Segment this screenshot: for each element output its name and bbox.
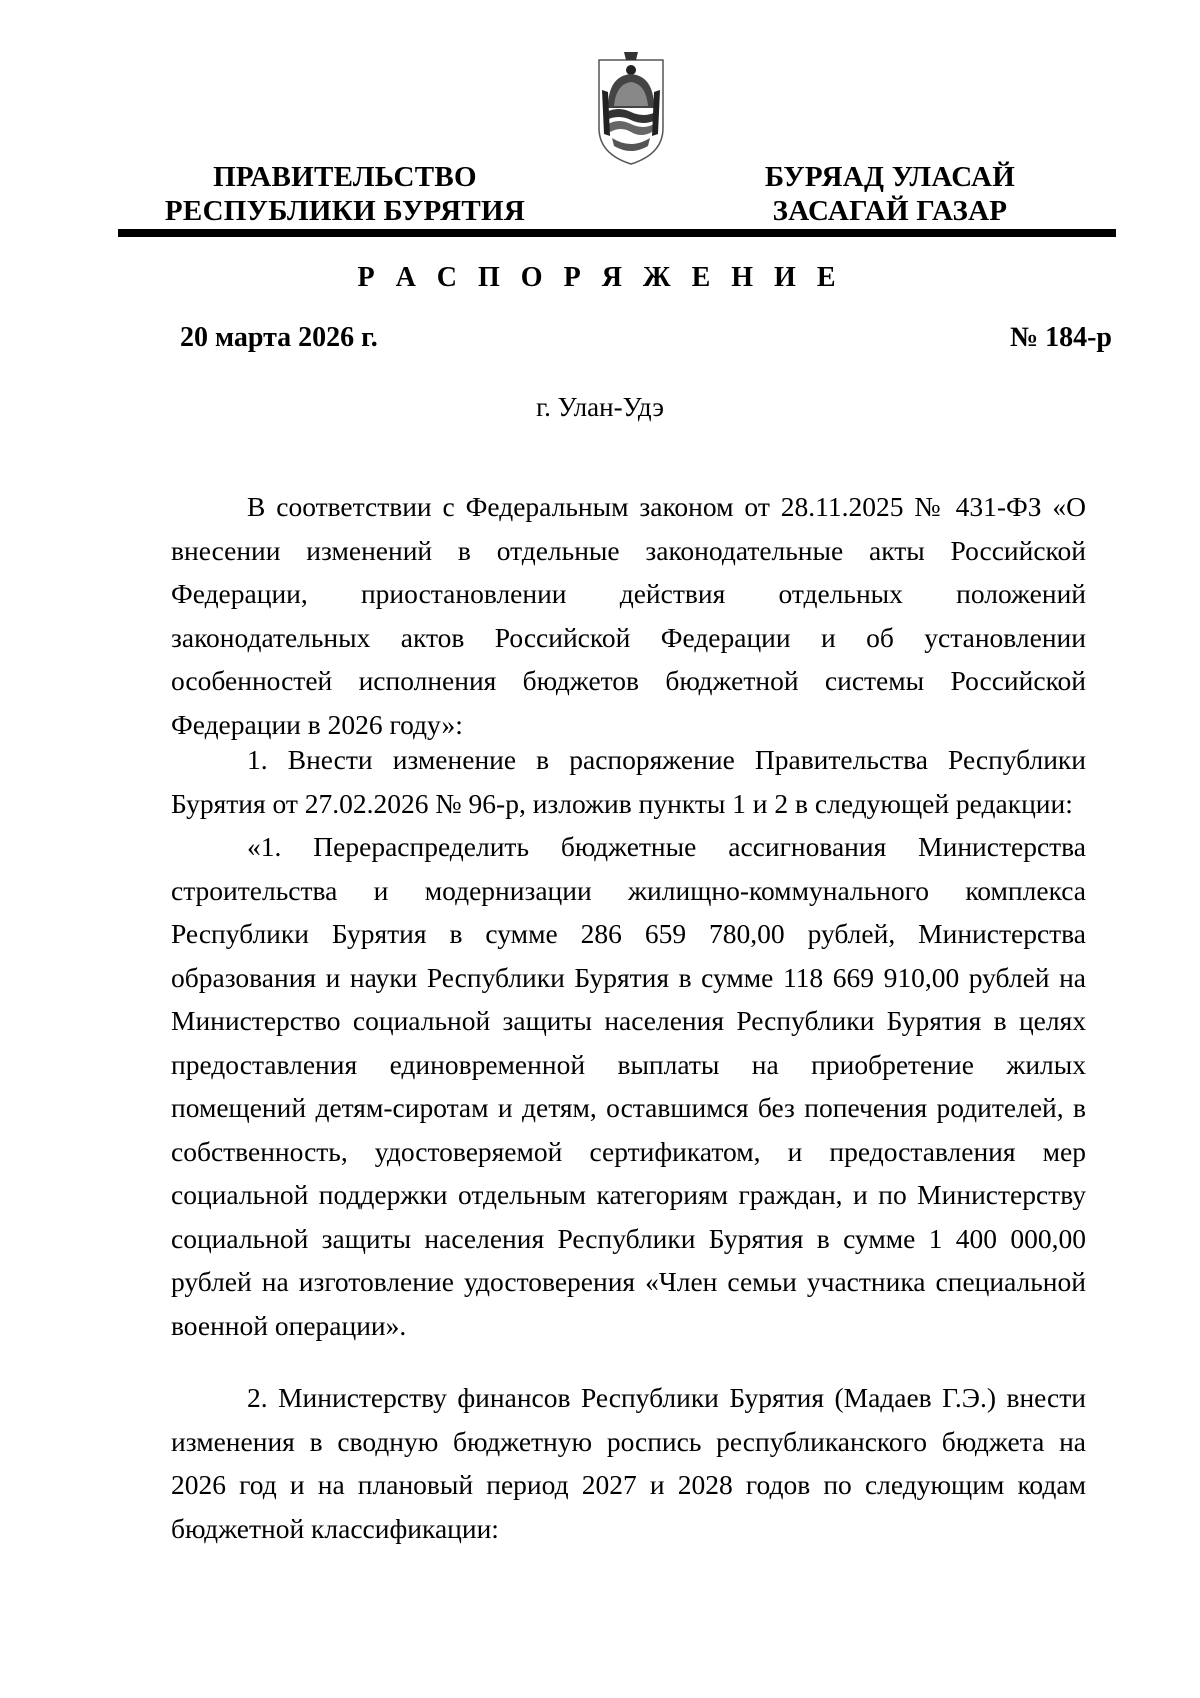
document-date: 20 марта 2026 г. xyxy=(180,322,378,353)
government-name-buryat xyxy=(740,160,1040,228)
government-name-russian xyxy=(150,160,540,228)
preamble-section xyxy=(171,485,1086,746)
coat-of-arms-icon xyxy=(594,50,668,168)
item-2-paragraph: 2. Министерству финансов Республики Бурятия (Мадаев Г.Э.) внести изменения в сводную бюджетную роспись республиканского бюджета на 2026 год и на плановый период 2027 и 2028 годов по следующим кодам бюджетной классификации: xyxy=(171,1382,1086,1544)
preamble-paragraph: В соответствии с Федеральным законом от 28.11.2025 № 431-ФЗ «О внесении изменений в отдельные законодательные акты Российской Федерации, приостановлении действия отдельных положений законодательных актов Российской Федерации и об установлении особенностей исполнения бюджетов бюджетной системы Российской Федерации в 2026 году»: xyxy=(171,491,1086,740)
government-name-buryat-line-1: БУРЯАД УЛАСАЙ xyxy=(764,161,1016,193)
header-divider xyxy=(118,229,1116,237)
document-city: г. Улан-Удэ xyxy=(536,392,664,422)
item-2-section xyxy=(171,1376,1086,1550)
item-1-section xyxy=(171,738,1086,1347)
item-1-paragraph: 1. Внести изменение в распоряжение Правительства Республики Бурятия от 27.02.2026 № 96-р, изложив пункты 1 и 2 в следующей редакции: xyxy=(171,744,1086,819)
government-name-line-1: ПРАВИТЕЛЬСТВО xyxy=(213,161,477,193)
item-1-quote-paragraph: «1. Перераспределить бюджетные ассигнования Министерства строительства и модернизации жилищно-коммунального комплекса Республики Бурятия в сумме 286 659 780,00 рублей, Министерства образования и науки Республики Бурятия в сумме 118 669 910,00 рублей на Министерство социальной защиты населения Республики Бурятия в целях предоставления единовременной выплаты на приобретение жилых помещений детям-сиротам и детям, оставшимся без попечения родителей, в собственность, удостоверяемой сертификатом, и предоставления мер социальной поддержки отдельным категориям граждан, и по Министерству социальной защиты населения Республики Бурятия в сумме 1 400 000,00 рублей на изготовление удостоверения «Член семьи участника специальной военной операции». xyxy=(171,831,1086,1341)
government-name-line-2: РЕСПУБЛИКИ БУРЯТИЯ xyxy=(164,195,526,227)
document-type-title: Р А С П О Р Я Ж Е Н И Е xyxy=(357,262,843,293)
government-name-buryat-line-2: ЗАСАГАЙ ГАЗАР xyxy=(772,195,1008,227)
document-number: № 184-р xyxy=(1009,322,1112,353)
